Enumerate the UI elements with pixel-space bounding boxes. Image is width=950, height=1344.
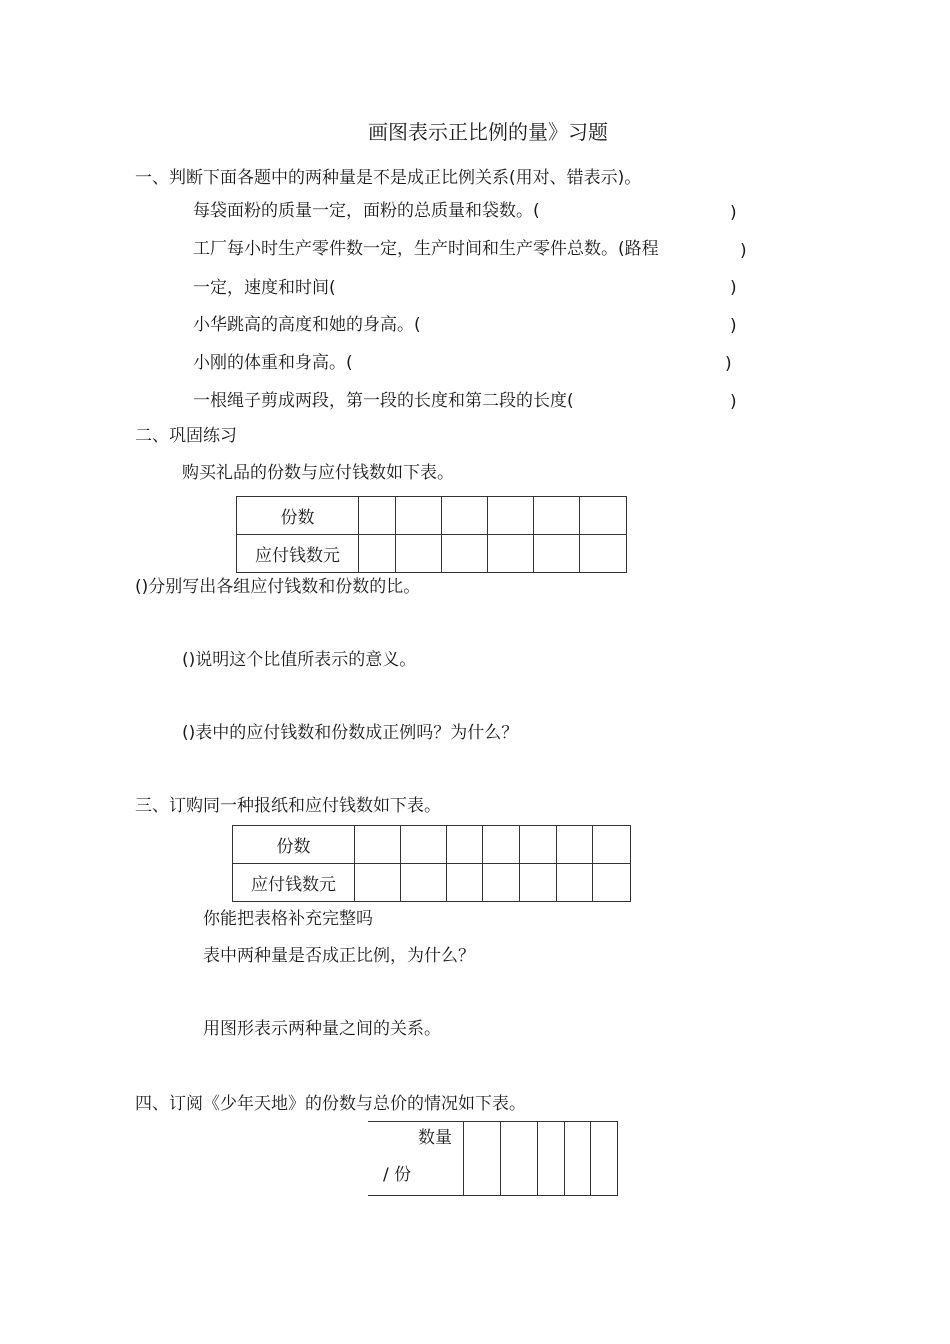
table-cell[interactable] (520, 826, 557, 864)
section4-heading: 四、订阅《少年天地》的份数与总价的情况如下表。 (135, 1094, 526, 1114)
table-cell[interactable] (580, 535, 627, 573)
s1-item-1: 每袋面粉的质量一定，面粉的总质量和袋数。( (193, 201, 540, 221)
gift-table-row1-label: 份数 (237, 497, 359, 535)
table-cell[interactable] (593, 826, 631, 864)
gift-table-row2-label: 应付钱数元 (237, 535, 359, 573)
s1-item-4-close: ) (730, 316, 737, 336)
s1-item-2-close: ) (740, 241, 747, 261)
table-bottom-rule (368, 1195, 618, 1196)
s1-item-3: 一定，速度和时间( (193, 278, 336, 298)
table-cell[interactable] (593, 864, 631, 902)
table-cell[interactable] (355, 826, 401, 864)
table-col-divider (500, 1121, 501, 1196)
section2-q2: ()说明这个比值所表示的意义。 (182, 650, 417, 670)
table-cell[interactable] (442, 535, 488, 573)
newspaper-table-row2-label: 应付钱数元 (233, 864, 355, 902)
s1-item-1-close: ) (730, 203, 737, 223)
table-top-rule (368, 1121, 618, 1122)
s1-item-3-close: ) (730, 278, 737, 298)
table-cell[interactable] (520, 864, 557, 902)
gift-table (236, 496, 627, 573)
table-col-divider (564, 1121, 565, 1196)
table-cell[interactable] (488, 535, 534, 573)
table-cell[interactable] (401, 826, 447, 864)
page-title: 画图表示正比例的量》习题 (368, 120, 608, 144)
table-cell[interactable] (447, 864, 483, 902)
section2-intro: 购买礼品的份数与应付钱数如下表。 (182, 463, 454, 483)
s1-item-2: 工厂每小时生产零件数一定，生产时间和生产零件总数。(路程 (193, 239, 659, 259)
s1-item-6: 一根绳子剪成两段，第一段的长度和第二段的长度( (193, 391, 574, 411)
table-cell[interactable] (355, 864, 401, 902)
table-cell[interactable] (396, 535, 442, 573)
table-cell[interactable] (483, 864, 520, 902)
s1-item-6-close: ) (730, 392, 737, 412)
table-col-divider (537, 1121, 538, 1196)
table-cell[interactable] (483, 826, 520, 864)
table-cell[interactable] (534, 497, 580, 535)
table-cell[interactable] (359, 535, 396, 573)
section2-q1: ()分别写出各组应付钱数和份数的比。 (135, 577, 421, 597)
s1-item-4: 小华跳高的高度和她的身高。( (193, 315, 421, 335)
table-cell[interactable] (442, 497, 488, 535)
section2-q3: ()表中的应付钱数和份数成正例吗？为什么？ (182, 723, 519, 743)
table-cell[interactable] (557, 864, 593, 902)
section3-heading: 三、订购同一种报纸和应付钱数如下表。 (135, 796, 441, 816)
table-cell[interactable] (557, 826, 593, 864)
table-cell[interactable] (359, 497, 396, 535)
section3-q3: 用图形表示两种量之间的关系。 (203, 1019, 441, 1039)
section3-q1: 你能把表格补充完整吗 (203, 909, 373, 929)
table-cell[interactable] (401, 864, 447, 902)
section2-heading: 二、巩固练习 (135, 426, 237, 446)
subscription-label-unit: / 份 (383, 1165, 412, 1185)
s1-item-5: 小刚的体重和身高。( (193, 353, 353, 373)
newspaper-table (232, 825, 631, 902)
subscription-label-quantity: 数量 (418, 1128, 452, 1148)
table-cell[interactable] (488, 497, 534, 535)
section3-q2: 表中两种量是否成正比例，为什么？ (203, 946, 475, 966)
table-col-divider (463, 1121, 464, 1196)
table-cell[interactable] (396, 497, 442, 535)
table-cell[interactable] (534, 535, 580, 573)
newspaper-table-row1-label: 份数 (233, 826, 355, 864)
s1-item-5-close: ) (725, 354, 732, 374)
table-cell[interactable] (447, 826, 483, 864)
section1-heading: 一、判断下面各题中的两种量是不是成正比例关系(用对、错表示)。 (135, 168, 642, 188)
table-col-divider (590, 1121, 591, 1196)
table-col-divider (617, 1121, 618, 1196)
table-cell[interactable] (580, 497, 627, 535)
